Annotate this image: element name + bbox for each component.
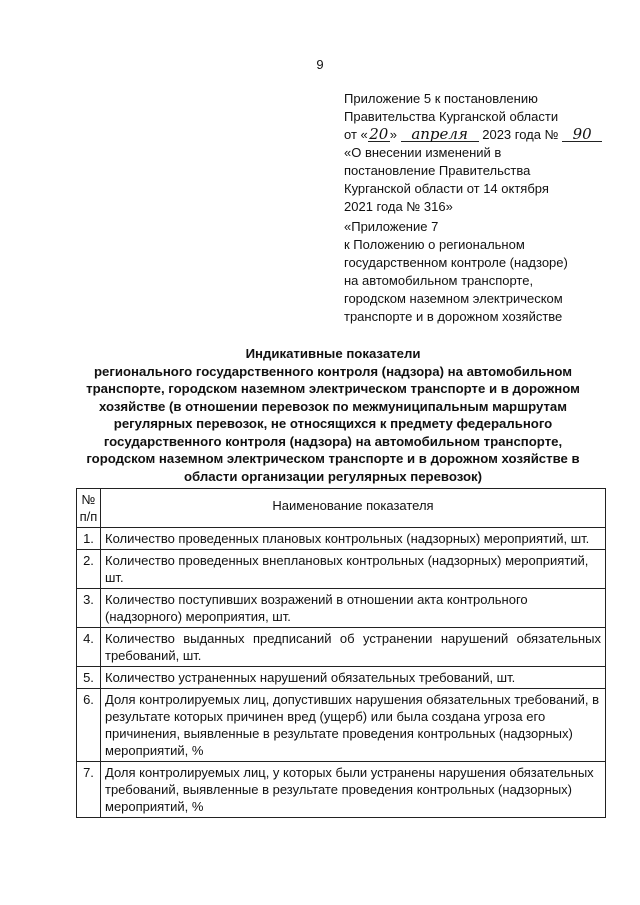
appendix-line: Правительства Курганской области xyxy=(344,109,559,124)
appendix7-line: на автомобильном транспорте, xyxy=(344,273,534,288)
title-line: городском наземном электрическом транспорте и в дорожном хозяйстве в xyxy=(86,451,580,466)
page-number: 9 xyxy=(316,57,324,72)
title-line: Индикативные показатели xyxy=(245,346,421,361)
year-text: 2023 года № xyxy=(482,127,559,142)
header-num: № п/п xyxy=(77,489,101,528)
row-num: 2. xyxy=(77,550,101,589)
appendix-line: Приложение 5 к постановлению xyxy=(344,91,538,106)
table-header-row xyxy=(77,489,606,528)
table-row xyxy=(77,589,606,628)
row-text: Доля контролируемых лиц, допустивших нарушения обязательных требований, в результате которых причинен вред (ущерб) или была создана угроза его причинения, выявленные в результате проведения контрольных (надзорных) мероприятий, % xyxy=(101,689,606,762)
row-num: 1. xyxy=(77,528,101,550)
title-line: хозяйстве (в отношении перевозок по межмуниципальным маршрутам xyxy=(98,398,568,414)
date-mid: » xyxy=(389,127,397,142)
table-row xyxy=(77,762,606,818)
appendix7-line: «Приложение 7 xyxy=(344,219,439,234)
appendix-date-line xyxy=(344,126,624,144)
title-line: регулярных перевозок, не относящихся к предмету федерального xyxy=(113,416,553,431)
appendix-subject-line: постановление Правительства xyxy=(344,163,531,178)
title-line: государственного контроля (надзора) на автомобильном транспорте, xyxy=(103,433,563,449)
title-line: транспорте, городском наземном электрическом транспорте и в дорожном xyxy=(86,381,580,396)
appendix7-header xyxy=(344,218,624,326)
row-text: Количество проведенных плановых контрольных (надзорных) мероприятий, шт. xyxy=(101,528,606,550)
document-title xyxy=(60,345,606,485)
row-text: Количество выданных предписаний об устранении нарушений обязательных требований, шт. xyxy=(101,628,606,667)
handwritten-number: 90 xyxy=(562,127,602,142)
appendix-subject-line: «О внесении изменений в xyxy=(344,145,502,160)
row-text: Доля контролируемых лиц, у которых были устранены нарушения обязательных требований, выявленные в результате проведения контрольных (надзорных) мероприятий, % xyxy=(101,762,606,818)
appendix7-line: государственном контроле (надзоре) xyxy=(344,255,568,270)
appendix7-line: к Положению о региональном xyxy=(344,237,525,252)
appendix7-line: городском наземном электрическом xyxy=(344,291,563,306)
appendix7-line: транспорте и в дорожном хозяйстве xyxy=(344,309,563,324)
row-num: 3. xyxy=(77,589,101,628)
appendix-subject-line: 2021 года № 316» xyxy=(344,199,453,214)
title-line: области организации регулярных перевозок) xyxy=(183,468,483,484)
header-name: Наименование показателя xyxy=(101,489,606,528)
row-text: Количество проведенных внеплановых контрольных (надзорных) мероприятий, шт. xyxy=(101,550,606,589)
indicators-table xyxy=(76,488,606,818)
table-row xyxy=(77,628,606,667)
row-num: 6. xyxy=(77,689,101,762)
row-text: Количество устраненных нарушений обязательных требований, шт. xyxy=(101,667,606,689)
row-num: 7. xyxy=(77,762,101,818)
table-row xyxy=(77,689,606,762)
row-num: 5. xyxy=(77,667,101,689)
row-text: Количество поступивших возражений в отношении акта контрольного (надзорного) мероприятия, шт. xyxy=(101,589,606,628)
handwritten-month: апреля xyxy=(401,127,479,142)
handwritten-day: 20 xyxy=(369,125,389,143)
table-row xyxy=(77,550,606,589)
table-row xyxy=(77,528,606,550)
appendix-header xyxy=(344,90,624,216)
appendix-subject-line: Курганской области от 14 октября xyxy=(344,181,549,196)
date-prefix: от « xyxy=(344,127,368,142)
table-row xyxy=(77,667,606,689)
title-line: регионального государственного контроля (надзора) на автомобильном xyxy=(93,363,573,379)
row-num: 4. xyxy=(77,628,101,667)
